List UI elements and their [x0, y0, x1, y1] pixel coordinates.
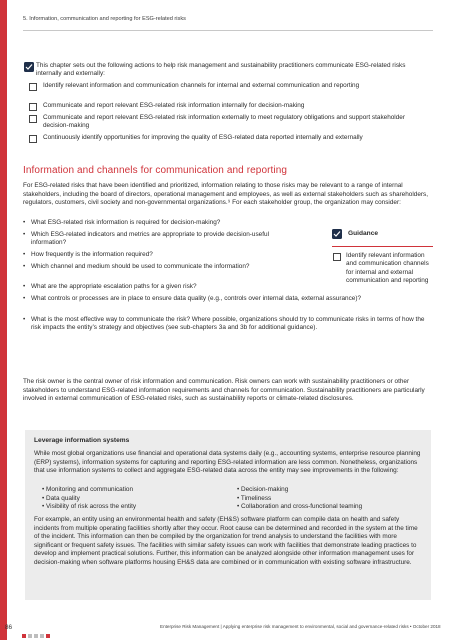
checklist-icon: [332, 229, 342, 239]
box-paragraph: For example, an entity using an environmental health and safety (EH&S) software platform can compile data on health and safety incidents from multiple operating facilities shortly after they occur. Root cause can be determined and recorded in the system at the time of the incident. This information can then be compiled by the organization for trend analysis to understand the facilities with more significant or frequent safety issues. The facilities with similar safety issues can work with facilities that demonstrate leading practices to develop and implement practical solutions. Further, this information can be analyzed alongside other information management uses for decision-making when software platforms housing EH&S data are combined or in communication with existing software infrastructure.: [34, 516, 418, 566]
page-header: 5. Information, communication and reporting for ESG-related risks: [23, 16, 186, 22]
list-item: • Monitoring and communication: [42, 486, 136, 495]
risk-owner-paragraph: The risk owner is the central owner of risk information and communication. Risk owners can work with sustainability practitioners or other stakeholders to understand ESG-related information requirements and channels for communication. Sustainability practitioners are particularly involved in external communication of ESG-related risks, such as sustainability reports or climate-related disclosures.: [23, 378, 425, 403]
footer-dots: [22, 625, 52, 643]
intro-lead-text: This chapter sets out the following actions to help risk management and sustainability practitioners communicate ESG-related risks internally and externally:: [36, 62, 406, 78]
guidance-title: Guidance: [348, 230, 379, 237]
page-number: 86: [5, 624, 13, 631]
action-text: Communicate and report relevant ESG-related risk information externally to meet regulatory obligations and support stakeholder decision-making: [43, 114, 405, 130]
action-text: Continuously identify opportunities for improving the quality of ESG-related data reported internally and externally: [43, 134, 363, 141]
list-item: • Collaboration and cross-functional teaming: [237, 503, 362, 512]
benefits-column-2: [237, 486, 362, 512]
action-text: Identify relevant information and communication channels for internal and external communication and reporting: [43, 82, 360, 89]
checkbox[interactable]: [333, 253, 341, 261]
list-item: • Visibility of risk across the entity: [42, 503, 136, 512]
guidance-divider: [332, 246, 433, 247]
footer-dot: [46, 634, 50, 638]
footer-dot: [22, 634, 26, 638]
box-title: Leverage information systems: [34, 437, 130, 444]
list-item: • Decision-making: [237, 486, 362, 495]
checkbox[interactable]: [29, 115, 37, 123]
list-item: • Data quality: [42, 495, 136, 504]
footer-text: Enterprise Risk Management | Applying enterprise risk management to environmental, social and governance-related risks • October 2018: [160, 624, 441, 629]
checkbox[interactable]: [29, 103, 37, 111]
header-divider: [23, 30, 433, 31]
checkbox[interactable]: [29, 83, 37, 91]
leverage-info-box: [25, 430, 431, 600]
checklist-icon: [24, 62, 34, 72]
section-title: Information and channels for communication and reporting: [23, 165, 288, 176]
left-accent-bar: [0, 0, 7, 640]
footer-dot: [28, 634, 32, 638]
benefits-column-1: [42, 486, 136, 512]
list-item: • Timeliness: [237, 495, 362, 504]
box-paragraph: While most global organizations use financial and operational data systems daily (e.g., accounting systems, enterprise resource planning (ERP) systems), information systems for capturing and reporting ESG-related information are less common. Nonetheless, organizations that use information systems to collect and aggregate ESG-related data across the entity may see improvements in the following:: [34, 450, 421, 475]
checkbox[interactable]: [29, 135, 37, 143]
action-text: Communicate and report relevant ESG-related risk information internally for decision-making: [43, 102, 305, 109]
footer-dot: [40, 634, 44, 638]
section-paragraph: For ESG-related risks that have been identified and prioritized, information relating to those risks may be relevant to a range of internal stakeholders, including the board of directors, operational management and employees, as well as external stakeholders such as shareholders, regulators, customers, civil society and non-governmental organizations.⁹ For each stakeholder group, the organization may consider:: [23, 182, 428, 207]
footer-dot: [34, 634, 38, 638]
guidance-item: Identify relevant information and communication channels for internal and external communication and reporting: [346, 252, 429, 284]
